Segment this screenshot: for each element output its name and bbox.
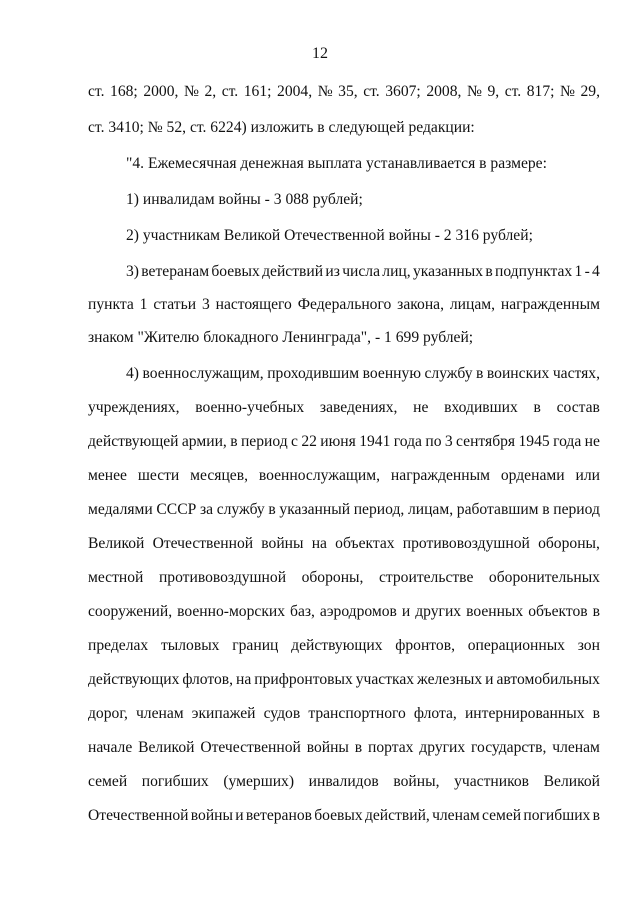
word: других	[415, 603, 462, 620]
word: в	[354, 739, 363, 756]
word: подпунктах	[494, 263, 573, 280]
word: военнослужащим,	[258, 467, 381, 484]
word: железных	[417, 671, 483, 688]
word: военную	[362, 365, 421, 382]
word: войны,	[393, 773, 440, 790]
text-line-1	[88, 82, 600, 102]
word: 1945	[518, 433, 550, 450]
word: 817;	[526, 83, 555, 100]
word: транспортного	[308, 705, 406, 722]
word: 2000,	[143, 83, 179, 100]
word: на	[311, 535, 327, 552]
word: или	[575, 467, 600, 484]
word: награжденным	[500, 296, 600, 313]
word: войны	[306, 739, 349, 756]
word: военно-морских	[177, 603, 286, 620]
word: ст.	[504, 83, 522, 100]
word: боевых	[211, 263, 260, 280]
word: погибших	[523, 807, 591, 824]
word: период	[553, 501, 600, 518]
word: местной	[88, 569, 144, 586]
word: обороны,	[301, 569, 364, 586]
word: лицам,	[407, 501, 454, 518]
word: в	[592, 705, 600, 722]
word: 1941	[359, 433, 391, 450]
word: учреждениях,	[88, 399, 180, 416]
word: 3	[444, 433, 453, 450]
word: дорог,	[88, 705, 128, 722]
word: 2,	[204, 83, 217, 100]
word: с	[291, 433, 298, 450]
word: указанных	[412, 263, 484, 280]
word: проходившим	[267, 365, 360, 382]
word: и	[235, 807, 244, 824]
word: ст.	[221, 83, 239, 100]
word: обороны,	[538, 535, 600, 552]
word: года	[553, 433, 582, 450]
word: воинских	[486, 365, 550, 382]
word: автомобильных	[496, 671, 600, 688]
word: членам	[432, 807, 480, 824]
item-4-line-14	[88, 806, 600, 826]
word: сентября	[456, 433, 516, 450]
word: 1	[574, 263, 583, 280]
word: семей	[481, 807, 522, 824]
word: оборонительных	[488, 569, 600, 586]
word: действующих	[88, 671, 180, 688]
word: Великой	[88, 535, 145, 552]
word: ветеранам	[141, 263, 210, 280]
word: сооружений,	[88, 603, 173, 620]
word: по	[425, 433, 442, 450]
word: работавшим	[456, 501, 539, 518]
word: лиц,	[382, 263, 411, 280]
word: лицам,	[449, 296, 496, 313]
word: 29,	[580, 83, 600, 100]
item-4-line-5	[88, 500, 600, 520]
item-4-line-2	[88, 398, 600, 418]
item-4-line-10	[88, 670, 600, 690]
word: входивших	[444, 399, 518, 416]
word: баз,	[290, 603, 315, 620]
word: действующей	[88, 433, 179, 450]
word: частях,	[552, 365, 600, 382]
item-4-line-11	[88, 704, 600, 724]
word: июня	[320, 433, 356, 450]
word: и	[485, 671, 494, 688]
paragraph-4-intro: "4. Ежемесячная денежная выплата устанавливается в размере:	[126, 155, 547, 172]
word: инвалидов	[308, 773, 379, 790]
item-4-line-7	[88, 568, 600, 588]
word: в	[592, 807, 600, 824]
word: 161;	[243, 83, 272, 100]
word: объектов	[528, 603, 588, 620]
word: 9,	[487, 83, 500, 100]
word: 35,	[338, 83, 358, 100]
word: 2008,	[426, 83, 462, 100]
item-3-line-3: знаком "Жителю блокадного Ленинграда", - 1 699 рублей;	[88, 329, 474, 346]
word: противовоздушной	[402, 535, 530, 552]
word: 4	[592, 263, 600, 280]
word: участников	[454, 773, 530, 790]
word: ст.	[88, 83, 105, 100]
word: 168;	[110, 83, 138, 100]
word: военно-учебных	[195, 399, 305, 416]
word: членам	[552, 739, 600, 756]
word: военных	[466, 603, 524, 620]
page-number: 12	[312, 45, 328, 62]
word: пределах	[88, 637, 149, 654]
word: указанный	[279, 501, 351, 518]
word: на	[236, 671, 252, 688]
word: действий	[262, 263, 324, 280]
word: №	[466, 83, 482, 100]
word: противовоздушной	[158, 569, 287, 586]
word: настоящего	[215, 296, 292, 313]
word: пункта	[88, 296, 134, 313]
word: Великой	[543, 773, 600, 790]
word: войны	[261, 535, 304, 552]
item-1-line: 1) инвалидам войны - 3 088 рублей;	[126, 191, 363, 208]
word: за	[199, 501, 214, 518]
word: орденами	[500, 467, 565, 484]
word: награжденным	[390, 467, 490, 484]
word: тыловых	[160, 637, 220, 654]
word: судов	[263, 705, 301, 722]
word: Великой	[138, 739, 195, 756]
item-4-line-13	[88, 772, 600, 792]
word: не	[413, 399, 429, 416]
word: (умерших)	[223, 773, 295, 790]
word: ст.	[363, 83, 380, 100]
word: Отечественной	[88, 807, 189, 824]
word: фронтов,	[395, 637, 455, 654]
word: заведениях,	[319, 399, 398, 416]
word: службу	[216, 501, 265, 518]
word: 3	[201, 296, 210, 313]
word: 4)	[126, 365, 139, 382]
word: менее	[88, 467, 127, 484]
word: флотов,	[182, 671, 234, 688]
word: границ	[232, 637, 279, 654]
word: и	[401, 603, 411, 620]
word: не	[584, 433, 600, 450]
word: статьи	[153, 296, 197, 313]
word: военнослужащим,	[142, 365, 264, 382]
item-4-line-12	[88, 738, 600, 758]
word: зон	[577, 637, 600, 654]
word: действующих	[291, 637, 383, 654]
word: участках	[355, 671, 415, 688]
word: боевых	[314, 807, 363, 824]
item-3-line-1	[126, 262, 600, 282]
word: месяцев,	[190, 467, 248, 484]
word: период	[240, 433, 288, 450]
word: года	[393, 433, 422, 450]
word: 1	[139, 296, 148, 313]
word: портах	[367, 739, 414, 756]
word: службу	[424, 365, 473, 382]
item-4-line-4	[88, 466, 600, 486]
word: в	[542, 501, 550, 518]
word: объектах	[335, 535, 395, 552]
word: числа	[342, 263, 380, 280]
item-4-line-1	[126, 364, 600, 384]
word: ветеранов	[245, 807, 312, 824]
word: в	[230, 433, 238, 450]
word: -	[584, 263, 590, 280]
word: действий,	[364, 807, 430, 824]
word: №	[183, 83, 199, 100]
word: членам	[135, 705, 184, 722]
word: семей	[88, 773, 128, 790]
item-4-line-9	[88, 636, 600, 656]
text-line-2: ст. 3410; № 52, ст. 6224) изложить в следующей редакции:	[88, 119, 475, 136]
word: №	[560, 83, 575, 100]
item-4-line-3	[88, 432, 600, 452]
word: экипажей	[191, 705, 256, 722]
word: интернированных	[464, 705, 585, 722]
word: прифронтовых	[254, 671, 353, 688]
word: армии,	[181, 433, 227, 450]
word: начале	[88, 739, 133, 756]
word: операционных	[467, 637, 565, 654]
word: период,	[353, 501, 405, 518]
word: закона,	[397, 296, 444, 313]
word: в	[485, 263, 493, 280]
word: 3)	[126, 263, 139, 280]
item-3-line-2	[88, 295, 600, 315]
word: 3607;	[385, 83, 421, 100]
word: в	[268, 501, 276, 518]
word: в	[533, 399, 541, 416]
word: Отечественной	[200, 739, 301, 756]
word: 2004,	[277, 83, 313, 100]
word: строительстве	[378, 569, 474, 586]
word: 22	[301, 433, 317, 450]
word: других	[419, 739, 466, 756]
word: из	[325, 263, 340, 280]
item-2-line: 2) участникам Великой Отечественной войны - 2 316 рублей;	[126, 227, 533, 244]
word: в	[592, 603, 600, 620]
word: СССР	[156, 501, 197, 518]
item-4-line-6	[88, 534, 600, 554]
word: №	[317, 83, 333, 100]
word: флота,	[413, 705, 457, 722]
word: войны	[190, 807, 233, 824]
word: погибших	[141, 773, 209, 790]
word: государств,	[471, 739, 547, 756]
word: Отечественной	[152, 535, 254, 552]
word: в	[476, 365, 484, 382]
word: медалями	[88, 501, 153, 518]
word: шести	[137, 467, 180, 484]
item-4-line-8	[88, 602, 600, 622]
word: Федерального	[297, 296, 392, 313]
word: аэродромов	[319, 603, 397, 620]
word: состав	[556, 399, 600, 416]
